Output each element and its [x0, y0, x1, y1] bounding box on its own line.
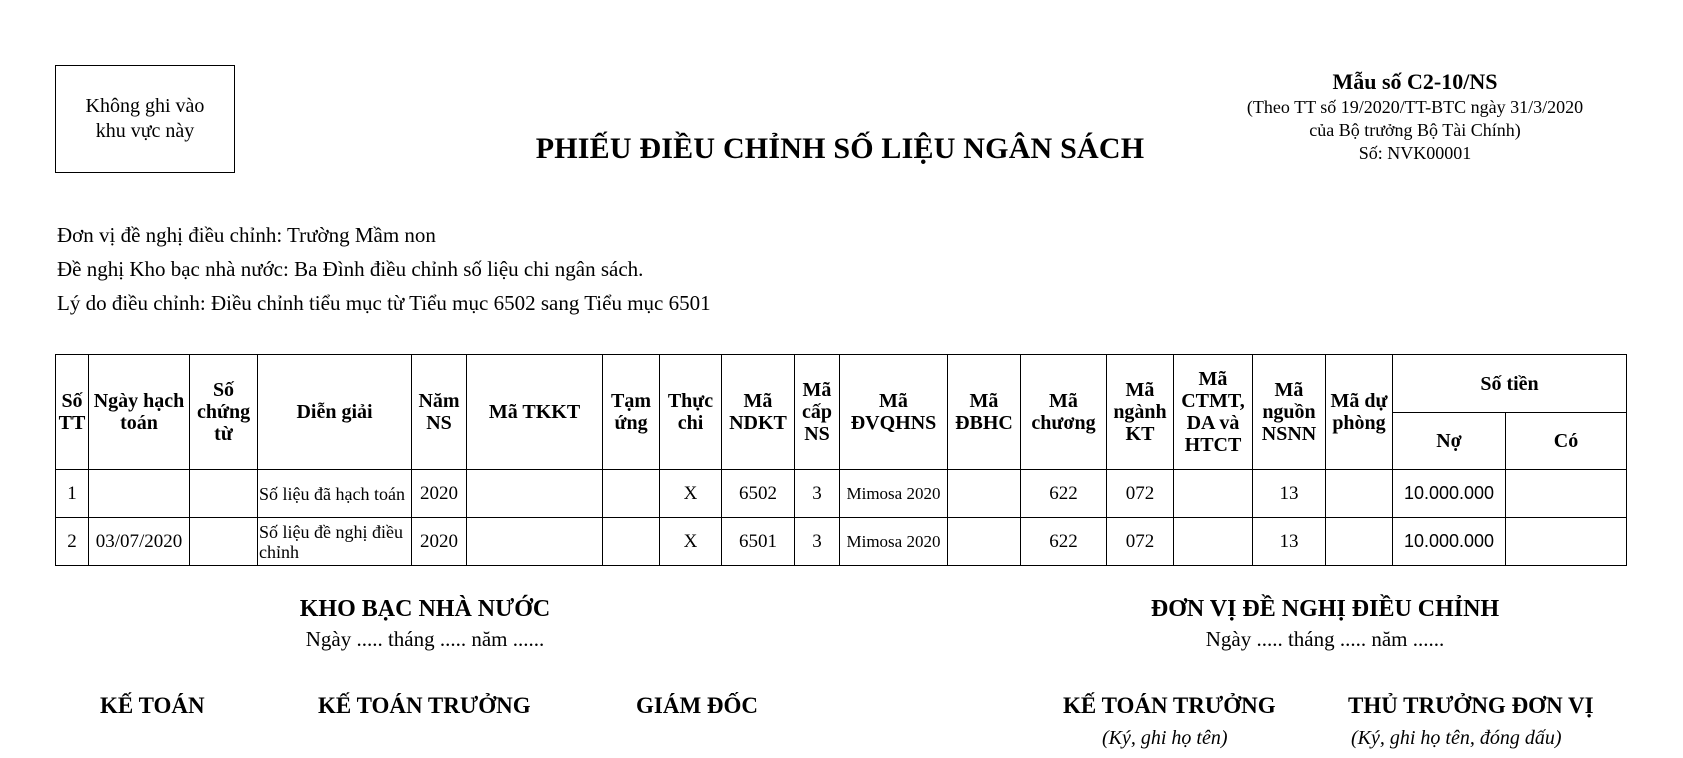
signature-head-of-unit: THỦ TRƯỞNG ĐƠN VỊ: [1348, 693, 1594, 718]
cell-ndkt-code: 6501: [722, 518, 795, 566]
table-row: [56, 518, 1627, 566]
col-chapter-code: Mã chương: [1021, 355, 1107, 470]
col-reserve-code: Mã dự phòng: [1326, 355, 1393, 470]
cell-budget-level-code: 3: [795, 470, 840, 518]
cell-credit: [1506, 518, 1627, 566]
cell-stt: 1: [56, 470, 89, 518]
col-account-code: Mã TKKT: [467, 355, 603, 470]
cell-dvqhns-code: Mimosa 2020: [840, 470, 948, 518]
cell-actual-expense: X: [660, 518, 722, 566]
adjustment-reason: Lý do điều chỉnh: Điều chỉnh tiểu mục từ Tiểu mục 6502 sang Tiểu mục 6501: [57, 291, 711, 315]
col-dvqhns-code: Mã ĐVQHNS: [840, 355, 948, 470]
cell-source-code: 13: [1253, 518, 1326, 566]
cell-reserve-code: [1326, 470, 1393, 518]
signature-accountant: KẾ TOÁN: [100, 693, 205, 718]
cell-sector-code: 072: [1107, 518, 1174, 566]
cell-posting-date: [89, 470, 190, 518]
cell-voucher-number: [190, 518, 258, 566]
cell-debit: 10.000.000: [1393, 470, 1506, 518]
col-budget-level-code: Mã cấp NS: [795, 355, 840, 470]
cell-ndkt-code: 6502: [722, 470, 795, 518]
cell-sector-code: 072: [1107, 470, 1174, 518]
cell-credit: [1506, 470, 1627, 518]
col-advance: Tạm ứng: [603, 355, 660, 470]
request-info: [57, 218, 711, 320]
no-write-line1: Không ghi vào: [85, 95, 205, 117]
treasury-request: Đề nghị Kho bạc nhà nước: Ba Đình điều chỉnh số liệu chi ngân sách.: [57, 257, 644, 281]
cell-chapter-code: 622: [1021, 518, 1107, 566]
form-number: Mẫu số C2-10/NS: [1332, 69, 1498, 94]
requesting-unit-title: ĐƠN VỊ ĐỀ NGHỊ ĐIỀU CHỈNH: [1150, 596, 1500, 622]
requesting-unit-date: Ngày ..... tháng ..... năm ......: [1205, 627, 1445, 651]
form-info: [1210, 68, 1620, 165]
table-row: [56, 470, 1627, 518]
signature-head-of-unit-note: (Ký, ghi họ tên, đóng dấu): [1351, 727, 1562, 749]
no-write-line2: khu vực này: [95, 120, 195, 142]
treasury-block: [225, 594, 625, 654]
cell-description: Số liệu đã hạch toán: [258, 470, 412, 518]
col-ndkt-code: Mã NDKT: [722, 355, 795, 470]
document-title: PHIẾU ĐIỀU CHỈNH SỐ LIỆU NGÂN SÁCH: [535, 132, 1145, 165]
form-legal-ref-2: của Bộ trưởng Bộ Tài Chính): [1309, 120, 1521, 140]
signature-chief-accountant-unit-note: (Ký, ghi họ tên): [1102, 727, 1228, 749]
col-actual-expense: Thực chi: [660, 355, 722, 470]
cell-voucher-number: [190, 470, 258, 518]
cell-source-code: 13: [1253, 470, 1326, 518]
col-voucher-number: Số chứng từ: [190, 355, 258, 470]
cell-program-code: [1174, 518, 1253, 566]
col-source-code: Mã nguồn NSNN: [1253, 355, 1326, 470]
col-description: Diễn giải: [258, 355, 412, 470]
cell-dbhc-code: [948, 518, 1021, 566]
treasury-date: Ngày ..... tháng ..... năm ......: [305, 627, 545, 651]
document-number: Số: NVK00001: [1358, 143, 1472, 163]
cell-dvqhns-code: Mimosa 2020: [840, 518, 948, 566]
signature-chief-accountant-treasury: KẾ TOÁN TRƯỞNG: [318, 693, 531, 718]
form-legal-ref-1: (Theo TT số 19/2020/TT-BTC ngày 31/3/2020: [1246, 97, 1584, 117]
cell-advance: [603, 470, 660, 518]
budget-adjustment-table: [55, 354, 1627, 566]
no-write-box: [55, 65, 235, 173]
col-dbhc-code: Mã ĐBHC: [948, 355, 1021, 470]
cell-account-code: [467, 470, 603, 518]
cell-debit: 10.000.000: [1393, 518, 1506, 566]
cell-chapter-code: 622: [1021, 470, 1107, 518]
cell-account-code: [467, 518, 603, 566]
col-credit: Có: [1506, 413, 1627, 470]
table-header-row: [56, 355, 1627, 413]
cell-program-code: [1174, 470, 1253, 518]
cell-description: Số liệu đề nghị điều chỉnh: [258, 518, 412, 566]
col-sector-code: Mã ngành KT: [1107, 355, 1174, 470]
cell-budget-year: 2020: [412, 470, 467, 518]
col-budget-year: Năm NS: [412, 355, 467, 470]
cell-reserve-code: [1326, 518, 1393, 566]
col-debit: Nợ: [1393, 413, 1506, 470]
requesting-unit-block: [1105, 594, 1545, 654]
signature-director: GIÁM ĐỐC: [636, 693, 759, 718]
cell-budget-level-code: 3: [795, 518, 840, 566]
cell-posting-date: 03/07/2020: [89, 518, 190, 566]
cell-budget-year: 2020: [412, 518, 467, 566]
treasury-title: KHO BẠC NHÀ NƯỚC: [299, 596, 551, 622]
col-amount: Số tiền: [1393, 355, 1627, 413]
cell-dbhc-code: [948, 470, 1021, 518]
col-posting-date: Ngày hạch toán: [89, 355, 190, 470]
signature-chief-accountant-unit: KẾ TOÁN TRƯỞNG: [1063, 693, 1276, 718]
cell-stt: 2: [56, 518, 89, 566]
col-program-code: Mã CTMT, DA và HTCT: [1174, 355, 1253, 470]
requesting-unit: Đơn vị đề nghị điều chỉnh: Trường Mầm non: [57, 223, 436, 247]
cell-advance: [603, 518, 660, 566]
col-stt: Số TT: [56, 355, 89, 470]
cell-actual-expense: X: [660, 470, 722, 518]
